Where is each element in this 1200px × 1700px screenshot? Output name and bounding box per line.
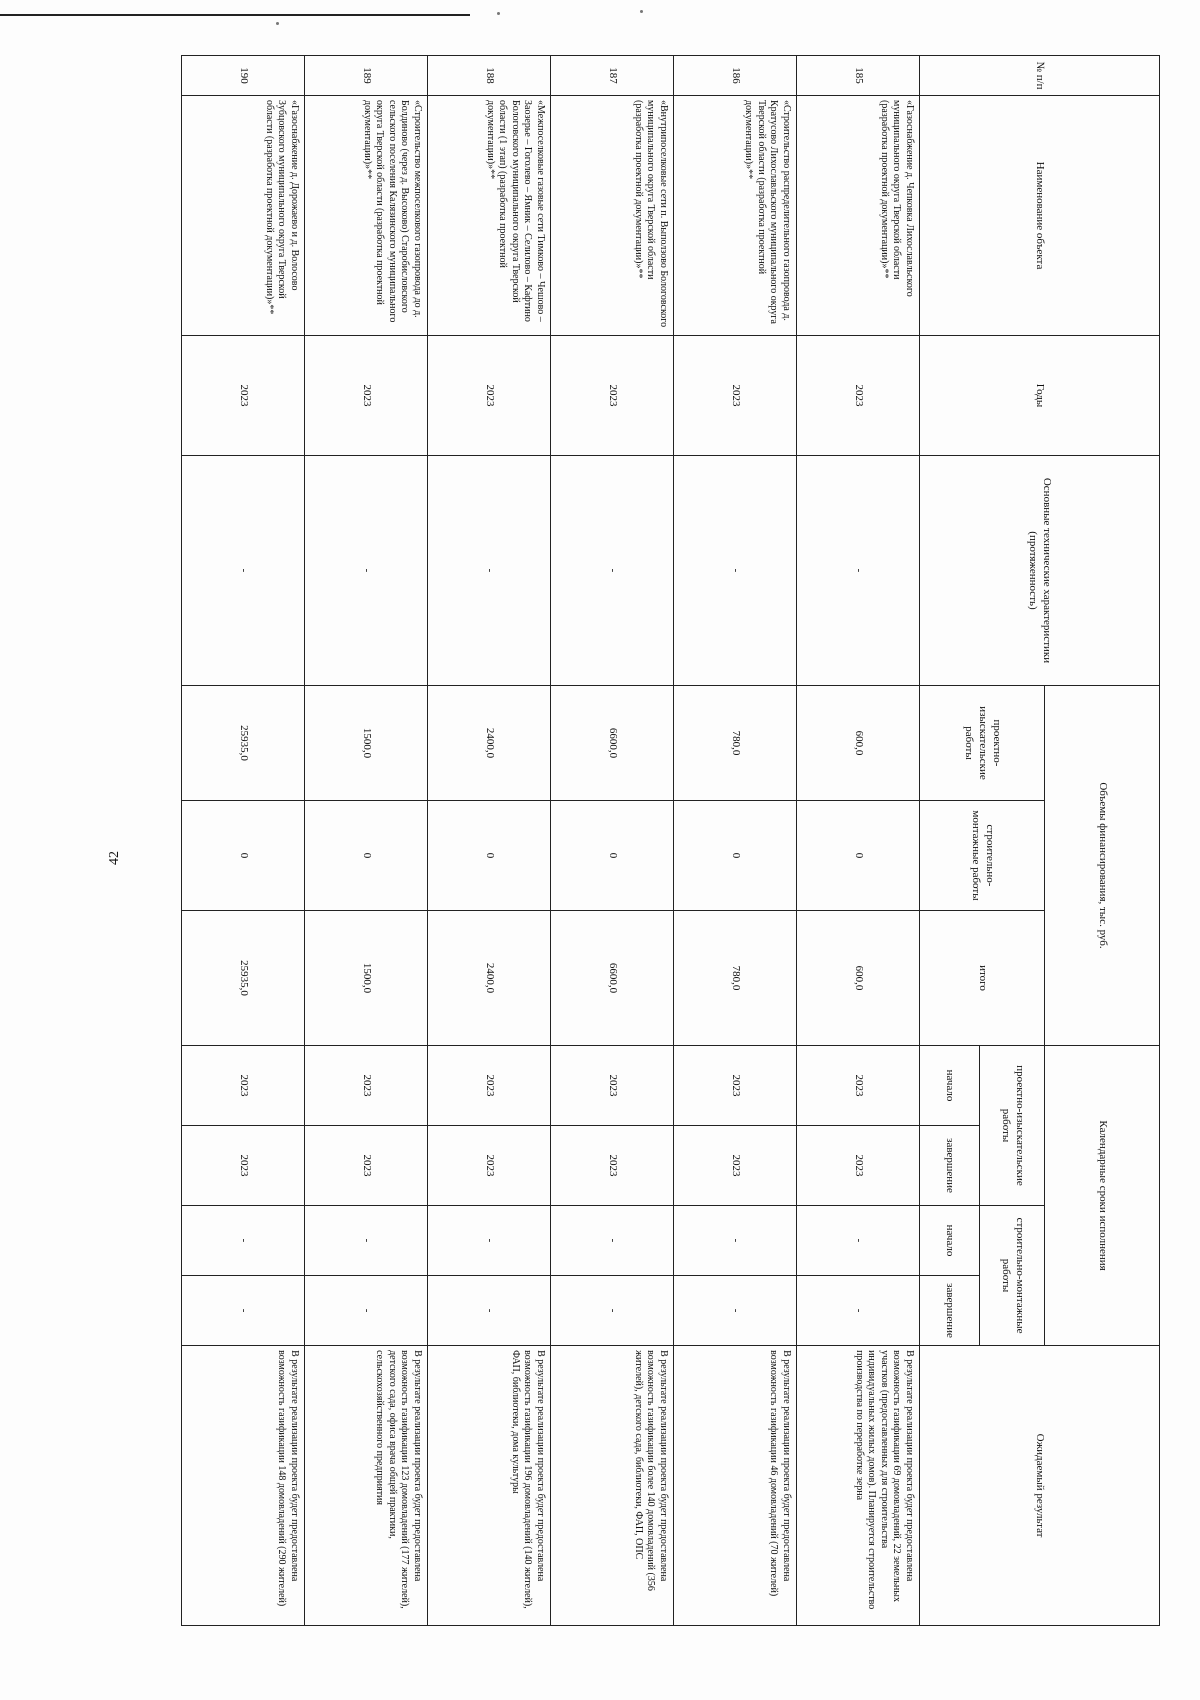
cell-years: 2023 bbox=[305, 336, 428, 456]
table-row bbox=[305, 56, 428, 1626]
cell-smr-end: - bbox=[551, 1276, 674, 1346]
scan-speck bbox=[276, 22, 279, 25]
header-cal-smr: строительно-монтажные работы bbox=[980, 1206, 1045, 1346]
scan-speck bbox=[640, 10, 643, 13]
header-finance-total: итого bbox=[920, 911, 1045, 1046]
cell-pir-start: 2023 bbox=[182, 1046, 305, 1126]
cell-fin-smr: 0 bbox=[428, 801, 551, 911]
cell-num: 187 bbox=[551, 56, 674, 96]
cell-smr-start: - bbox=[428, 1206, 551, 1276]
cell-pir-end: 2023 bbox=[182, 1126, 305, 1206]
cell-pir-start: 2023 bbox=[551, 1046, 674, 1126]
cell-fin-total: 25935,0 bbox=[182, 911, 305, 1046]
cell-fin-total: 1500,0 bbox=[305, 911, 428, 1046]
cell-fin-total: 600,0 bbox=[797, 911, 920, 1046]
cell-fin-pir: 2400,0 bbox=[428, 686, 551, 801]
cell-smr-end: - bbox=[428, 1276, 551, 1346]
cell-name: «Газоснабжение д. Дорожаево и д. Волосово Зубцовского муниципального округа Тверской области (разработка проектной документации)»** bbox=[182, 96, 305, 336]
header-name: Наименование объекта bbox=[920, 96, 1160, 336]
cell-fin-smr: 0 bbox=[305, 801, 428, 911]
cell-fin-smr: 0 bbox=[674, 801, 797, 911]
cell-pir-end: 2023 bbox=[797, 1126, 920, 1206]
cell-fin-smr: 0 bbox=[551, 801, 674, 911]
cell-fin-total: 6600,0 bbox=[551, 911, 674, 1046]
scan-edge-line bbox=[0, 14, 470, 16]
table-row bbox=[551, 56, 674, 1626]
cell-smr-start: - bbox=[674, 1206, 797, 1276]
cell-specs: - bbox=[797, 456, 920, 686]
cell-result: В результате реализации проекта будет предоставлена возможность газификации более 140 домовладений (356 жителей), детского сада, библиотеки, ФАП, ОПС bbox=[551, 1346, 674, 1626]
cell-result: В результате реализации проекта будет предоставлена возможность газификации 148 домовладений (290 жителей) bbox=[182, 1346, 305, 1626]
header-calendar-group: Календарные сроки исполнения bbox=[1045, 1046, 1160, 1346]
cell-smr-start: - bbox=[182, 1206, 305, 1276]
header-finance-smr: строительно-монтажные работы bbox=[920, 801, 1045, 911]
cell-fin-total: 2400,0 bbox=[428, 911, 551, 1046]
cell-fin-pir: 6600,0 bbox=[551, 686, 674, 801]
cell-years: 2023 bbox=[674, 336, 797, 456]
cell-pir-start: 2023 bbox=[674, 1046, 797, 1126]
cell-years: 2023 bbox=[428, 336, 551, 456]
cell-result: В результате реализации проекта будет предоставлена возможность газификации 46 домовладений (70 жителей) bbox=[674, 1346, 797, 1626]
cell-fin-pir: 780,0 bbox=[674, 686, 797, 801]
cell-smr-end: - bbox=[797, 1276, 920, 1346]
cell-fin-pir: 1500,0 bbox=[305, 686, 428, 801]
cell-pir-start: 2023 bbox=[797, 1046, 920, 1126]
cell-smr-start: - bbox=[305, 1206, 428, 1276]
cell-smr-end: - bbox=[674, 1276, 797, 1346]
header-pir-start: начало bbox=[920, 1046, 980, 1126]
cell-fin-pir: 25935,0 bbox=[182, 686, 305, 801]
cell-name: «Межпоселковые газовые сети Тимково – Чешово – Заозерье – Гоголево – Ямник – Селилово – Кафтино Бологовского муниципального округа Тверской области (1 этап) (разработка проектной документации)»** bbox=[428, 96, 551, 336]
table-row bbox=[797, 56, 920, 1626]
cell-pir-end: 2023 bbox=[305, 1126, 428, 1206]
page-number: 42 bbox=[107, 851, 122, 865]
header-cal-pir: проектно-изыскательские работы bbox=[980, 1046, 1045, 1206]
cell-specs: - bbox=[182, 456, 305, 686]
header-pir-end: завершение bbox=[920, 1126, 980, 1206]
cell-result: В результате реализации проекта будет предоставлена возможность газификации 123 домовладений (177 жителей), детского сада, офиса врача общей практики, сельскохозяйственного предприятия bbox=[305, 1346, 428, 1626]
cell-name: «Строительство распределительного газопровода д. Кратусово Лихославльского муниципального округа Тверской области (разработка проектной документации)»** bbox=[674, 96, 797, 336]
gasification-table bbox=[181, 55, 1160, 1626]
cell-years: 2023 bbox=[797, 336, 920, 456]
header-smr-end: завершение bbox=[920, 1276, 980, 1346]
header-result: Ожидаемый результат bbox=[920, 1346, 1160, 1626]
cell-result: В результате реализации проекта будет предоставлена возможность газификации 69 домовладений, 22 земельных участков (предоставленных для строительства индивидуальных жилых домов). Планируется строительство производства по переработке зерна bbox=[797, 1346, 920, 1626]
header-specs: Основные технические характеристики (протяженность) bbox=[920, 456, 1160, 686]
cell-specs: - bbox=[551, 456, 674, 686]
cell-num: 190 bbox=[182, 56, 305, 96]
cell-name: «Газоснабжение д. Чепковка Лихославльского муниципального округа Тверской области (разработка проектной документации)»** bbox=[797, 96, 920, 336]
header-smr-start: начало bbox=[920, 1206, 980, 1276]
cell-smr-start: - bbox=[551, 1206, 674, 1276]
header-finance-pir: проектно-изыскательские работы bbox=[920, 686, 1045, 801]
scan-speck bbox=[497, 12, 500, 15]
cell-smr-end: - bbox=[305, 1276, 428, 1346]
cell-smr-start: - bbox=[797, 1206, 920, 1276]
cell-name: «Внутрипоселковые сети п. Выползово Бологовского муниципального округа Тверской области (разработка проектной документации)»** bbox=[551, 96, 674, 336]
header-num: № п/п bbox=[920, 56, 1160, 96]
cell-fin-total: 780,0 bbox=[674, 911, 797, 1046]
cell-pir-end: 2023 bbox=[551, 1126, 674, 1206]
cell-fin-pir: 600,0 bbox=[797, 686, 920, 801]
cell-pir-end: 2023 bbox=[674, 1126, 797, 1206]
cell-specs: - bbox=[428, 456, 551, 686]
cell-num: 186 bbox=[674, 56, 797, 96]
cell-fin-smr: 0 bbox=[797, 801, 920, 911]
table-row bbox=[428, 56, 551, 1626]
cell-years: 2023 bbox=[182, 336, 305, 456]
cell-smr-end: - bbox=[182, 1276, 305, 1346]
cell-specs: - bbox=[674, 456, 797, 686]
cell-result: В результате реализации проекта будет предоставлена возможность газификации 196 домовладений (140 жителей), ФАП, библиотеки, дома культуры bbox=[428, 1346, 551, 1626]
table-row bbox=[674, 56, 797, 1626]
header-finance-group: Объемы финансирования, тыс. руб. bbox=[1045, 686, 1160, 1046]
header-years: Годы bbox=[920, 336, 1160, 456]
cell-fin-smr: 0 bbox=[182, 801, 305, 911]
cell-pir-start: 2023 bbox=[305, 1046, 428, 1126]
cell-specs: - bbox=[305, 456, 428, 686]
cell-name: «Строительство межпоселкового газопровода до д. Болдиново (через д. Высоково) Старобисловского сельского поселения Калязинского муниципального округа Тверской области (разработка проектной документации)»** bbox=[305, 96, 428, 336]
cell-pir-start: 2023 bbox=[428, 1046, 551, 1126]
cell-num: 188 bbox=[428, 56, 551, 96]
cell-years: 2023 bbox=[551, 336, 674, 456]
cell-pir-end: 2023 bbox=[428, 1126, 551, 1206]
cell-num: 189 bbox=[305, 56, 428, 96]
table-row bbox=[182, 56, 305, 1626]
rotated-table-container bbox=[160, 55, 1160, 1625]
cell-num: 185 bbox=[797, 56, 920, 96]
